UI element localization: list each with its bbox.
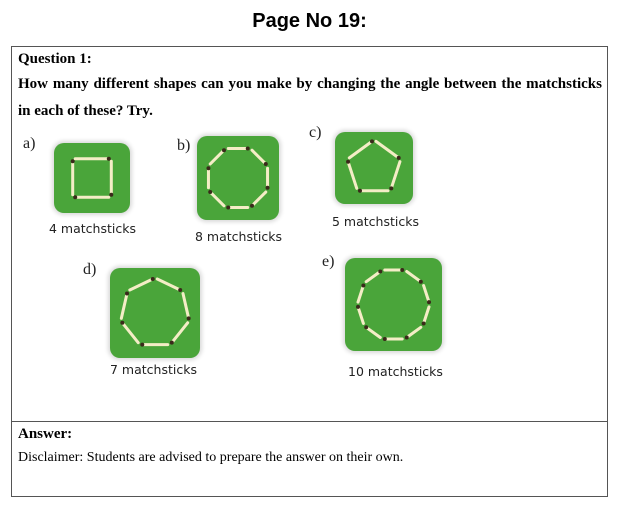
matchstick-head [71, 159, 75, 163]
page-title: Page No 19: [252, 10, 367, 32]
matchstick [348, 162, 357, 189]
matchstick-head [73, 195, 77, 199]
matchstick [391, 162, 400, 189]
matchstick-head [206, 166, 210, 170]
matchstick-head [364, 325, 368, 329]
answer-text: Disclaimer: Students are advised to prepare the answer on their own. [18, 450, 404, 465]
figure-b-matchstick-shape [197, 136, 279, 220]
matchstick [358, 307, 363, 324]
figure-a-label: a) [23, 135, 36, 152]
figure-e-label: e) [322, 253, 335, 270]
matchstick-head [422, 321, 426, 325]
figure-d-label: d) [83, 261, 97, 278]
matchstick-head [125, 292, 129, 296]
matchstick [172, 323, 188, 343]
matchstick [366, 327, 380, 337]
matchstick-head [250, 204, 254, 208]
question-heading: Question 1: [18, 51, 92, 67]
figure-a-matchstick-shape [54, 143, 130, 213]
figure-a-caption: 4 matchsticks [49, 221, 136, 236]
figure-e-caption: 10 matchsticks [348, 364, 443, 379]
matchstick [366, 271, 380, 281]
matchstick-head [246, 146, 250, 150]
figure-b-octagon-tile [197, 136, 279, 220]
answer-divider [12, 421, 607, 422]
matchstick [121, 294, 127, 319]
figure-b-label: b) [177, 137, 191, 154]
matchstick-head [370, 139, 374, 143]
matchstick-head [170, 341, 174, 345]
matchstick-head [378, 269, 382, 273]
figure-c-caption: 5 matchsticks [332, 214, 419, 229]
matchstick-head [187, 316, 191, 320]
matchstick [349, 141, 372, 157]
matchstick-head [346, 160, 350, 164]
matchstick-head [361, 284, 365, 288]
matchstick-head [383, 337, 387, 341]
matchstick [424, 307, 429, 324]
matchstick [157, 279, 180, 290]
matchstick-head [397, 156, 401, 160]
matchstick [358, 286, 363, 303]
figure-e-matchstick-shape [345, 258, 442, 351]
figure-d-matchstick-shape [110, 268, 200, 358]
figure-b-caption: 8 matchsticks [195, 229, 282, 244]
matchstick [407, 327, 421, 337]
matchstick-head [389, 186, 393, 190]
matchstick-head [266, 186, 270, 190]
figure-c-label: c) [309, 124, 322, 141]
matchstick [210, 150, 224, 164]
matchstick [130, 279, 153, 290]
matchstick-head [107, 157, 111, 161]
matchstick-head [264, 162, 268, 166]
matchstick [407, 271, 421, 281]
figure-c-pentagon-tile [335, 132, 413, 204]
matchstick [376, 141, 399, 157]
question-text-line-1: How many different shapes can you make by changing the angle between the matchsticks [18, 76, 602, 92]
question-answer-box [11, 46, 608, 497]
matchstick-head [419, 280, 423, 284]
matchstick-head [120, 321, 124, 325]
matchstick-head [208, 190, 212, 194]
matchstick [210, 192, 224, 206]
matchstick-head [356, 305, 360, 309]
matchstick-head [427, 300, 431, 304]
matchstick-head [400, 268, 404, 272]
matchstick [424, 286, 429, 303]
question-text-line-2: in each of these? Try. [18, 103, 153, 119]
figure-d-heptagon-tile [110, 268, 200, 358]
matchstick [252, 150, 266, 164]
matchstick-head [109, 193, 113, 197]
figure-a-square-tile [54, 143, 130, 213]
matchstick [252, 192, 266, 206]
matchstick-head [226, 206, 230, 210]
matchstick-head [222, 148, 226, 152]
matchstick-head [405, 336, 409, 340]
matchstick [183, 294, 189, 319]
matchstick-head [178, 288, 182, 292]
matchstick-head [140, 343, 144, 347]
matchstick-head [358, 189, 362, 193]
matchstick [122, 323, 138, 343]
matchstick-head [151, 277, 155, 281]
figure-c-matchstick-shape [335, 132, 413, 204]
figure-e-decagon-tile [345, 258, 442, 351]
figure-d-caption: 7 matchsticks [110, 362, 197, 377]
answer-heading: Answer: [18, 426, 73, 442]
